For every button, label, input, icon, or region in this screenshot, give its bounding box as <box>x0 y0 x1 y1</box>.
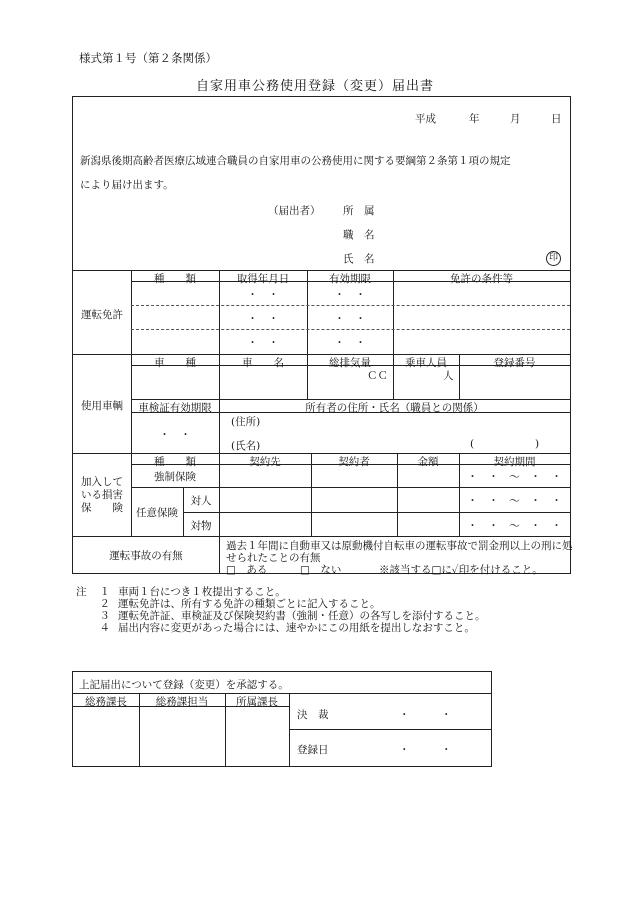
insurance-section-label: 保 険 <box>81 502 123 514</box>
registration-date-label: 登録日 <box>297 744 329 756</box>
decision-date: ・ ・ <box>399 709 452 721</box>
note-number: １ <box>99 586 110 598</box>
page-title: 自家用車公務使用登録（変更）届出書 <box>195 79 434 94</box>
contract-period-value: ・ ・ ～ ・ ・ <box>467 495 562 507</box>
license-date: ・ ・ <box>247 313 279 325</box>
seal-mark: 印 <box>546 251 561 266</box>
note-text: 運転免許は、所有する免許の種類ごとに記入すること。 <box>118 598 381 610</box>
contract-period-value: ・ ・ ～ ・ ・ <box>467 471 562 483</box>
registration-date: ・ ・ <box>399 744 452 756</box>
property-damage-label: 対物 <box>190 520 212 532</box>
note-item <box>78 598 486 610</box>
accident-question-line-2: せられたことの有無 <box>226 552 321 564</box>
approval-title: 上記届出について登録（変更）を承認する。 <box>79 679 289 691</box>
applicant-label: （届出者） <box>268 205 321 217</box>
general-affairs-chief-header: 総務課長 <box>85 696 127 708</box>
note-number: ４ <box>99 622 110 634</box>
accident-label: 運転事故の有無 <box>109 550 183 562</box>
insurance-section-label: 加入して <box>81 476 123 488</box>
affiliation-label: 所 属 <box>343 205 375 217</box>
owner-name-label: (氏名) <box>231 440 261 452</box>
owner-address-label: (住所) <box>231 416 261 428</box>
inspection-date: ・ ・ <box>159 429 191 441</box>
note-item <box>78 622 486 634</box>
date-year: 年 <box>469 113 480 125</box>
decision-label: 決 裁 <box>297 709 329 721</box>
owner-header: 所有者の住所・氏名（職員との関係） <box>305 402 484 414</box>
accident-instruction: ※該当する□に✓印を付けること。 <box>379 564 543 576</box>
notes <box>78 586 486 634</box>
personal-liability-label: 対人 <box>190 495 212 507</box>
registration-number-header: 登録番号 <box>493 357 536 369</box>
note-number: ３ <box>99 610 110 622</box>
application-form <box>72 96 571 574</box>
vehicle-name-header: 車 名 <box>242 357 284 369</box>
relation-close: ) <box>535 438 540 450</box>
license-conditions-header: 免許の条件等 <box>450 273 513 285</box>
contract-period-value: ・ ・ ～ ・ ・ <box>467 520 562 532</box>
accident-no-checkbox[interactable]: □ ない <box>300 564 342 576</box>
amount-header: 金額 <box>417 456 439 468</box>
accident-question-line-1: 過去１年間に自動車又は原動機付自転車の運転事故で罰金刑以上の刑に処 <box>226 540 573 552</box>
note-text: 運転免許証、車検証及び保険契約書（強制・任意）の各写しを添付すること。 <box>118 610 486 622</box>
statement-line-2: により届け出ます。 <box>80 179 174 191</box>
relation-open: ( <box>470 438 475 450</box>
vehicle-type-header: 車 種 <box>154 357 196 369</box>
date-day: 日 <box>551 113 562 125</box>
general-affairs-staff-header: 総務課担当 <box>155 696 209 708</box>
license-expiry-header: 有効期限 <box>329 273 371 285</box>
license-date: ・ ・ <box>334 313 366 325</box>
notes-prefix: 注 <box>76 586 87 598</box>
person-unit: 人 <box>443 370 454 382</box>
capacity-header: 乗車人員 <box>405 357 447 369</box>
date-era: 平成 <box>415 113 436 125</box>
voluntary-insurance-label: 任意保険 <box>136 507 178 519</box>
displacement-header: 総排気量 <box>329 357 371 369</box>
note-number: ２ <box>99 598 110 610</box>
license-section-label: 運転免許 <box>81 309 123 321</box>
license-date: ・ ・ <box>247 337 279 349</box>
vehicle-section-label: 使用車輌 <box>81 400 123 412</box>
insurance-type-header: 種 類 <box>154 456 196 468</box>
date-month: 月 <box>510 113 521 125</box>
note-item <box>78 610 486 622</box>
insurer-header: 契約先 <box>249 456 281 468</box>
note-item <box>78 586 486 598</box>
insurance-section-label: いる損害 <box>81 489 123 501</box>
position-label: 職 名 <box>343 229 375 241</box>
license-type-header: 種 類 <box>154 273 196 285</box>
note-text: 届出内容に変更があった場合には、速やかにこの用紙を提出しなおすこと。 <box>118 622 475 634</box>
policyholder-header: 契約者 <box>338 456 370 468</box>
accident-yes-checkbox[interactable]: □ ある <box>226 564 268 576</box>
contract-period-header: 契約期間 <box>493 456 536 468</box>
license-date: ・ ・ <box>247 289 279 301</box>
approval-box <box>72 671 492 767</box>
statement-line-1: 新潟県後期高齢者医療広域連合職員の自家用車の公務使用に関する要綱第２条第１項の規定 <box>80 155 511 167</box>
license-date: ・ ・ <box>334 289 366 301</box>
form-number: 様式第１号（第２条関係） <box>79 51 217 65</box>
inspection-expiry-header: 車検証有効期限 <box>138 402 212 414</box>
license-date: ・ ・ <box>334 337 366 349</box>
note-text: 車両１台につき１枚提出すること。 <box>118 586 286 598</box>
cc-unit: ＣＣ <box>367 370 388 382</box>
department-chief-header: 所属課長 <box>236 696 278 708</box>
name-label: 氏 名 <box>343 253 375 265</box>
compulsory-insurance-label: 強制保険 <box>154 471 196 483</box>
license-acquired-header: 取得年月日 <box>236 273 290 285</box>
